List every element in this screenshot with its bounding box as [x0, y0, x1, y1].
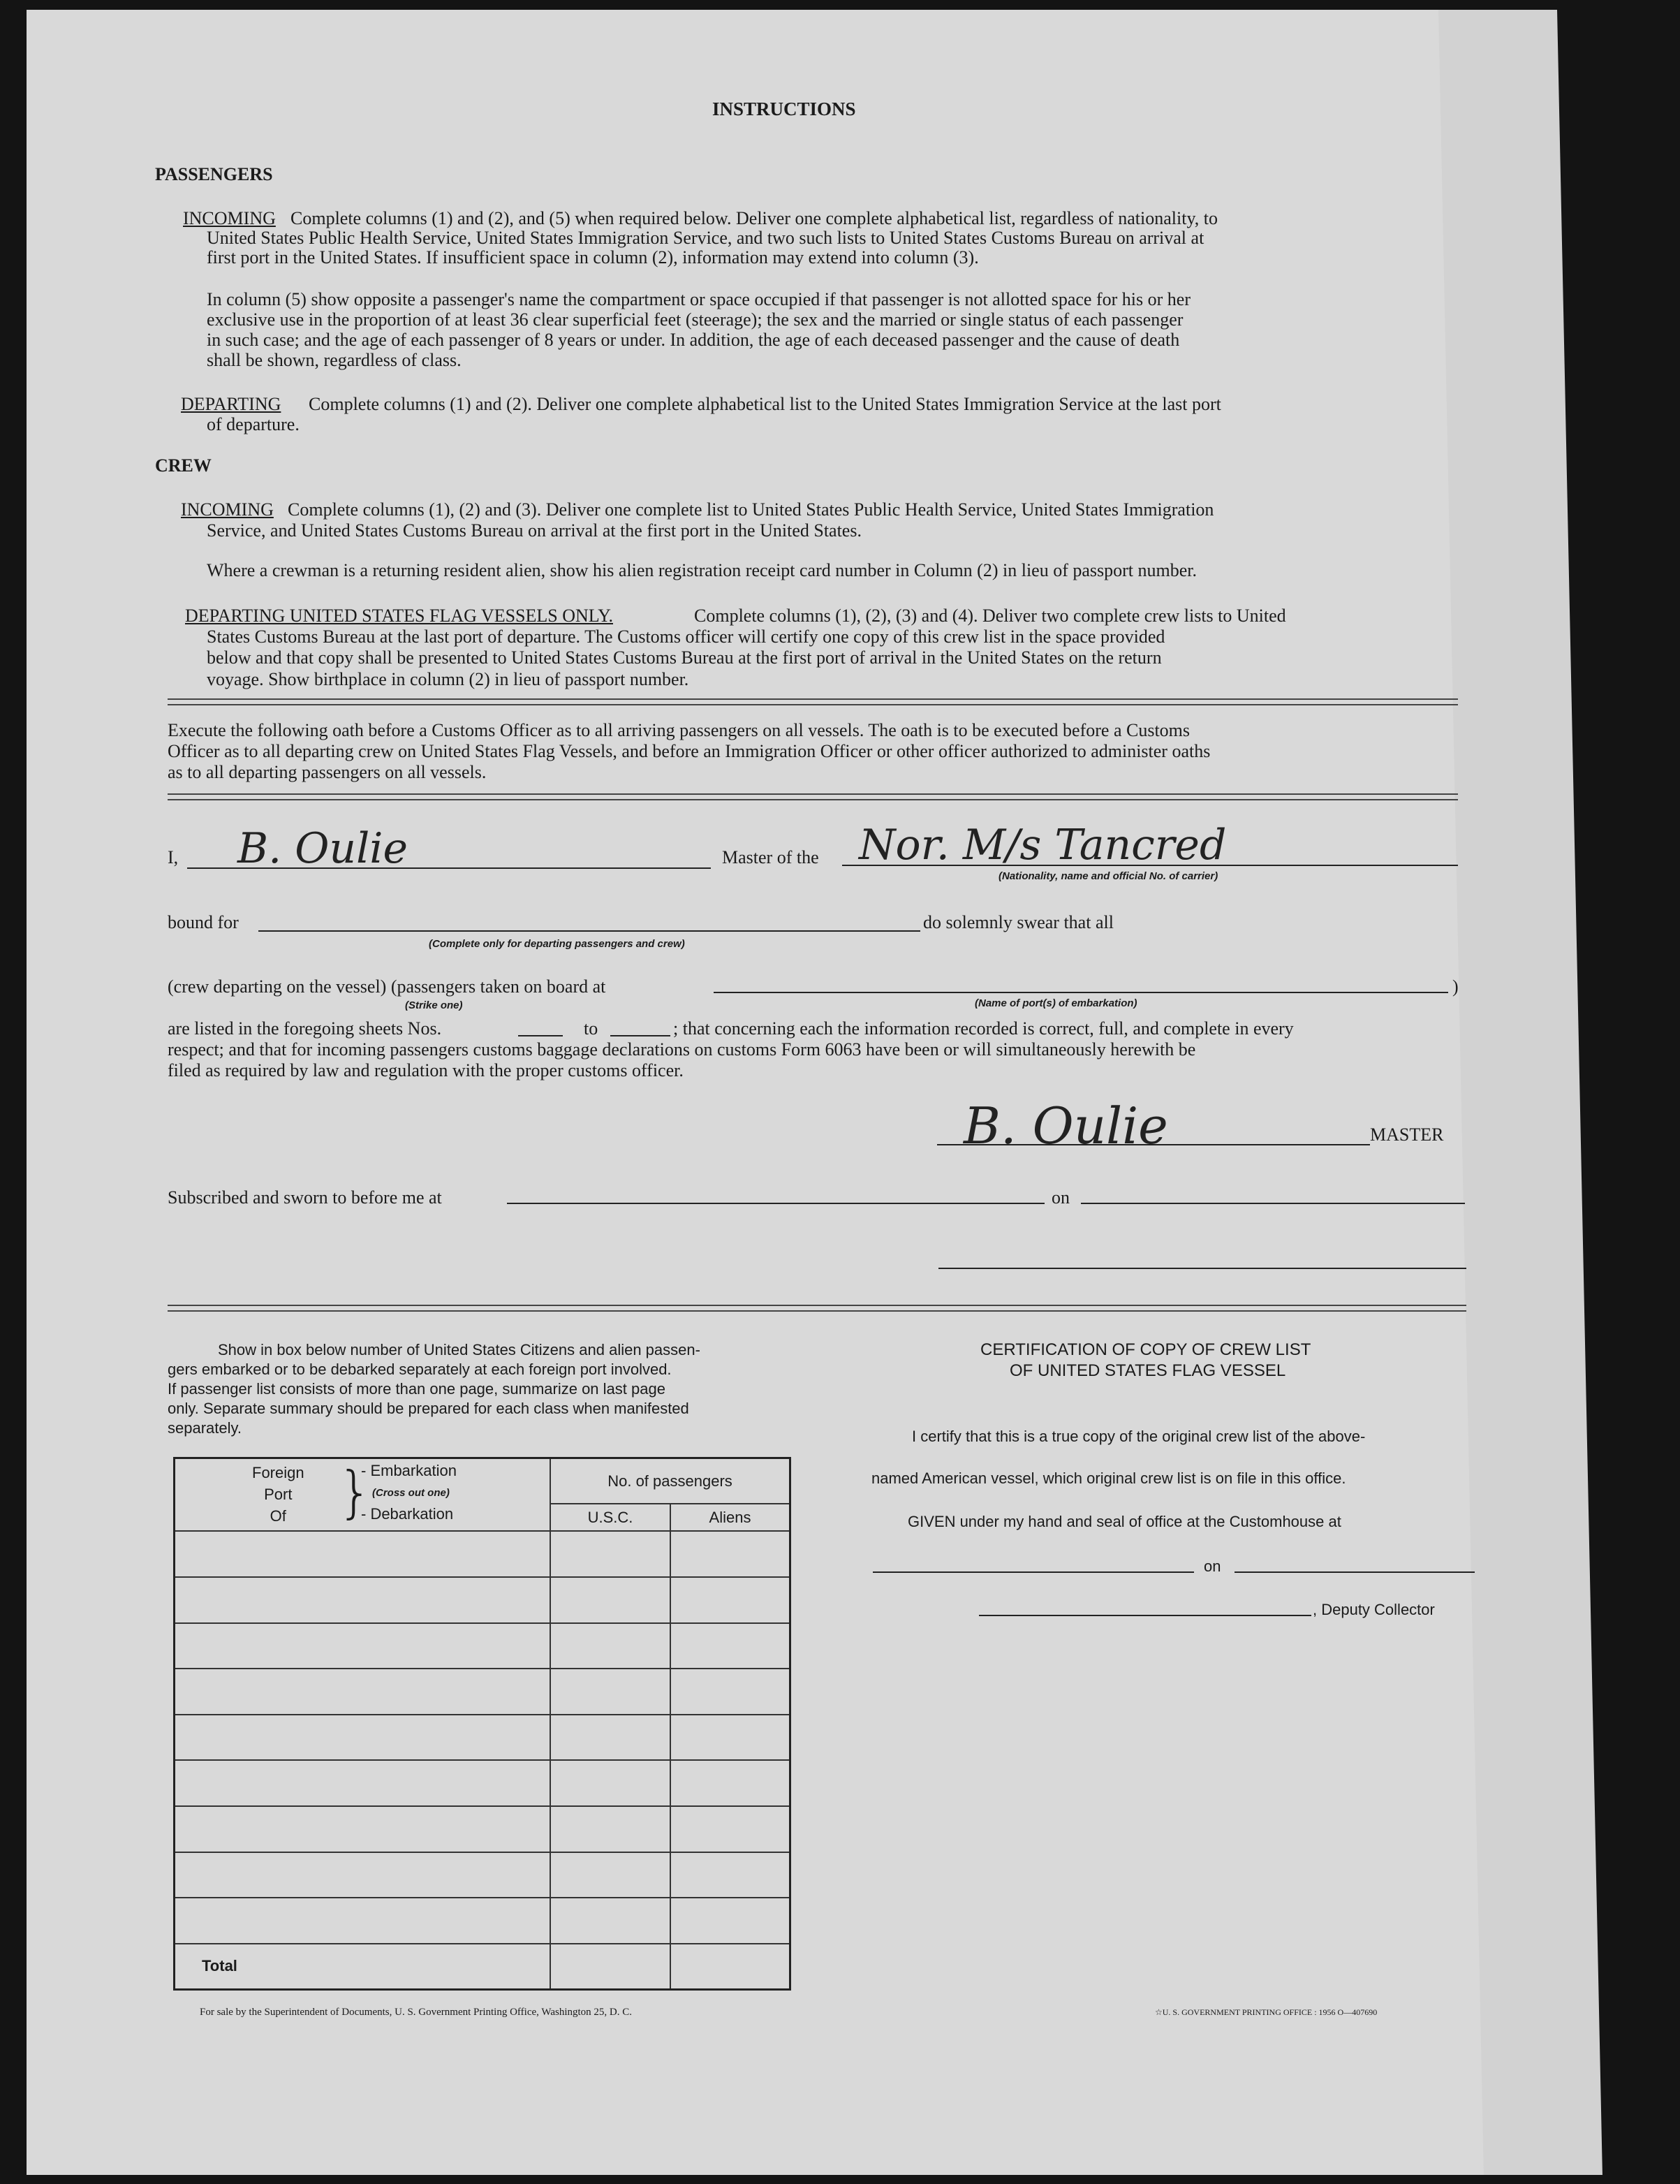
crew-departing-line: Complete columns (1), (2), (3) and (4). Deliver two complete crew lists to United: [694, 606, 1286, 626]
certification-line: I certify that this is a true copy of the original crew list of the above-: [912, 1428, 1366, 1445]
passengers-departing-line: of departure.: [207, 414, 300, 434]
debarkation-option[interactable]: - Debarkation: [361, 1505, 454, 1523]
usc-cell[interactable]: [550, 1577, 670, 1623]
column5-line: In column (5) show opposite a passenger's name the compartment or space occupied if that passenger is not allotted space for his or her: [207, 289, 1191, 309]
sheets-to-field[interactable]: [610, 1035, 670, 1036]
passenger-summary-table: [173, 1457, 791, 1991]
table-row[interactable]: [175, 1623, 551, 1669]
usc-total-cell[interactable]: [550, 1944, 670, 1990]
crew-incoming-line: Complete columns (1), (2) and (3). Deliver one complete list to United States Public Health Service, United States Immigration: [288, 499, 1214, 520]
respect-line: respect; and that for incoming passengers customs baggage declarations on customs Form 6063 have been or will simultaneously herewith be: [168, 1039, 1196, 1060]
total-label: Total: [175, 1944, 551, 1990]
crew-departing-oath-label: (crew departing on the vessel) (passengers taken on board at: [168, 976, 606, 997]
embarkation-option[interactable]: - Embarkation: [361, 1462, 457, 1479]
summary-line: Show in box below number of United States Citizens and alien passen-: [218, 1341, 700, 1358]
footer-right: ☆U. S. GOVERNMENT PRINTING OFFICE : 1956 O—407690: [1155, 2007, 1378, 2017]
port-header-cell: [175, 1458, 551, 1532]
aliens-cell[interactable]: [670, 1531, 790, 1577]
aliens-cell[interactable]: [670, 1760, 790, 1806]
certification-heading: CERTIFICATION OF COPY OF CREW LIST: [980, 1340, 1311, 1359]
deputy-collector-label: , Deputy Collector: [1313, 1601, 1435, 1618]
table-row[interactable]: [175, 1852, 551, 1898]
usc-cell[interactable]: [550, 1760, 670, 1806]
passengers-incoming-line: first port in the United States. If insufficient space in column (2), information may extend into column (3).: [207, 247, 979, 267]
oath-intro-line: Officer as to all departing crew on United States Flag Vessels, and before an Immigration Officer or other officer authorized to administer oaths: [168, 741, 1211, 761]
certification-on-label: on: [1204, 1558, 1221, 1575]
port-header-foreign: Foreign: [252, 1464, 304, 1481]
column5-line: shall be shown, regardless of class.: [207, 350, 462, 370]
passengers-departing-label: DEPARTING: [181, 394, 281, 414]
table-row[interactable]: [175, 1760, 551, 1806]
master-label: MASTER: [1370, 1124, 1444, 1145]
usc-cell[interactable]: [550, 1669, 670, 1715]
sheets-from-field[interactable]: [518, 1035, 563, 1036]
divider: [168, 1305, 1466, 1312]
customhouse-field[interactable]: [873, 1571, 1194, 1573]
aliens-cell[interactable]: [670, 1806, 790, 1852]
certification-line: named American vessel, which original crew list is on file in this office.: [871, 1470, 1346, 1487]
bound-for-field[interactable]: [258, 930, 920, 932]
port-header-port: Port: [264, 1486, 293, 1503]
oath-intro-line: Execute the following oath before a Customs Officer as to all arriving passengers on all vessels. The oath is to be executed before a Customs: [168, 720, 1191, 740]
column5-line: exclusive use in the proportion of at least 36 clear superficial feet (steerage); the sex and the married or single status of each passenger: [207, 309, 1184, 330]
subscribed-date-field[interactable]: [1081, 1203, 1465, 1204]
crew-departing-line: States Customs Bureau at the last port of departure. The Customs officer will certify one copy of this crew list in the space provided: [207, 626, 1165, 647]
aliens-total-cell[interactable]: [670, 1944, 790, 1990]
summary-line: only. Separate summary should be prepared for each class when manifested: [168, 1400, 689, 1417]
crew-incoming-label: INCOMING: [181, 499, 274, 520]
usc-cell[interactable]: [550, 1852, 670, 1898]
crew-departing-line: voyage. Show birthplace in column (2) in lieu of passport number.: [207, 669, 689, 689]
aliens-cell[interactable]: [670, 1715, 790, 1761]
divider: [168, 698, 1458, 705]
swear-label: do solemnly swear that all: [923, 912, 1114, 932]
crew-departing-label: DEPARTING UNITED STATES FLAG VESSELS ONLY.: [185, 606, 613, 626]
vessel-caption: (Nationality, name and official No. of carrier): [999, 870, 1218, 882]
officer-signature-field[interactable]: [938, 1268, 1466, 1269]
usc-cell[interactable]: [550, 1623, 670, 1669]
bound-for-label: bound for: [168, 912, 239, 932]
crew-incoming-line: Service, and United States Customs Bureau on arrival at the first port in the United States.: [207, 520, 862, 541]
usc-header: U.S.C.: [550, 1504, 670, 1531]
usc-cell[interactable]: [550, 1531, 670, 1577]
usc-cell[interactable]: [550, 1715, 670, 1761]
port-caption: (Name of port(s) of embarkation): [975, 997, 1137, 1009]
page-title: INSTRUCTIONS: [712, 98, 856, 119]
divider: [168, 793, 1458, 800]
passengers-incoming-line: Complete columns (1) and (2), and (5) when required below. Deliver one complete alphabetical list, regardless of nationality, to: [290, 208, 1218, 228]
master-name-handwriting: B. Oulie: [237, 824, 408, 873]
master-signature: B. Oulie: [964, 1097, 1168, 1155]
master-of-label: Master of the: [722, 847, 819, 867]
table-row[interactable]: [175, 1806, 551, 1852]
sheets-to-label: to: [584, 1018, 598, 1039]
usc-cell[interactable]: [550, 1898, 670, 1944]
sheets-line-b: ; that concerning each the information recorded is correct, full, and complete in every: [673, 1018, 1294, 1039]
table-row[interactable]: [175, 1531, 551, 1577]
summary-line: separately.: [168, 1419, 242, 1437]
strike-caption: (Strike one): [405, 999, 463, 1011]
oath-i-label: I,: [168, 847, 179, 867]
port-header-of: Of: [270, 1507, 286, 1525]
aliens-header: Aliens: [670, 1504, 790, 1531]
passengers-incoming-line: United States Public Health Service, United States Immigration Service, and two such lists to United States Customs Bureau on arrival at: [207, 228, 1204, 248]
crew-resident-line: Where a crewman is a returning resident alien, show his alien registration receipt card number in Column (2) in lieu of passport number.: [207, 560, 1198, 580]
vessel-handwriting: Nor. M/s Tancred: [859, 821, 1227, 870]
cross-out-caption: (Cross out one): [372, 1487, 450, 1499]
aliens-cell[interactable]: [670, 1577, 790, 1623]
summary-line: If passenger list consists of more than one page, summarize on last page: [168, 1380, 665, 1398]
close-paren: ): [1452, 976, 1459, 997]
table-row[interactable]: [175, 1898, 551, 1944]
subscribed-label: Subscribed and sworn to before me at: [168, 1187, 442, 1208]
sheets-label: are listed in the foregoing sheets Nos.: [168, 1018, 442, 1039]
aliens-cell[interactable]: [670, 1623, 790, 1669]
crew-departing-line: below and that copy shall be presented to United States Customs Bureau at the first port of arrival in the United States on the return: [207, 647, 1162, 668]
aliens-cell[interactable]: [670, 1898, 790, 1944]
passengers-header: No. of passengers: [550, 1458, 790, 1504]
usc-cell[interactable]: [550, 1806, 670, 1852]
crew-heading: CREW: [155, 455, 212, 476]
subscribed-place-field[interactable]: [507, 1203, 1045, 1204]
certification-line: GIVEN under my hand and seal of office at the Customhouse at: [908, 1513, 1341, 1530]
passengers-incoming-label: INCOMING: [183, 208, 276, 228]
subscribed-on-label: on: [1052, 1187, 1070, 1208]
certification-date-field[interactable]: [1235, 1571, 1475, 1573]
table-row[interactable]: [175, 1669, 551, 1715]
oath-intro-line: as to all departing passengers on all vessels.: [168, 762, 487, 782]
passengers-departing-line: Complete columns (1) and (2). Deliver one complete alphabetical list to the United States Immigration Service at the last port: [309, 394, 1221, 414]
summary-line: gers embarked or to be debarked separately at each foreign port involved.: [168, 1361, 672, 1378]
footer-left: For sale by the Superintendent of Documents, U. S. Government Printing Office, Washington 25, D. C.: [200, 2007, 632, 2018]
brace-icon: }: [337, 1460, 373, 1525]
filed-line: filed as required by law and regulation with the proper customs officer.: [168, 1060, 684, 1080]
aliens-cell[interactable]: [670, 1669, 790, 1715]
deputy-collector-signature-field[interactable]: [979, 1615, 1311, 1616]
table-row[interactable]: [175, 1577, 551, 1623]
bound-for-caption: (Complete only for departing passengers and crew): [429, 938, 685, 950]
table-row[interactable]: [175, 1715, 551, 1761]
passengers-heading: PASSENGERS: [155, 164, 273, 184]
aliens-cell[interactable]: [670, 1852, 790, 1898]
column5-line: in such case; and the age of each passenger of 8 years or under. In addition, the age of each deceased passenger and the cause of death: [207, 330, 1180, 350]
certification-heading: OF UNITED STATES FLAG VESSEL: [1010, 1361, 1286, 1380]
